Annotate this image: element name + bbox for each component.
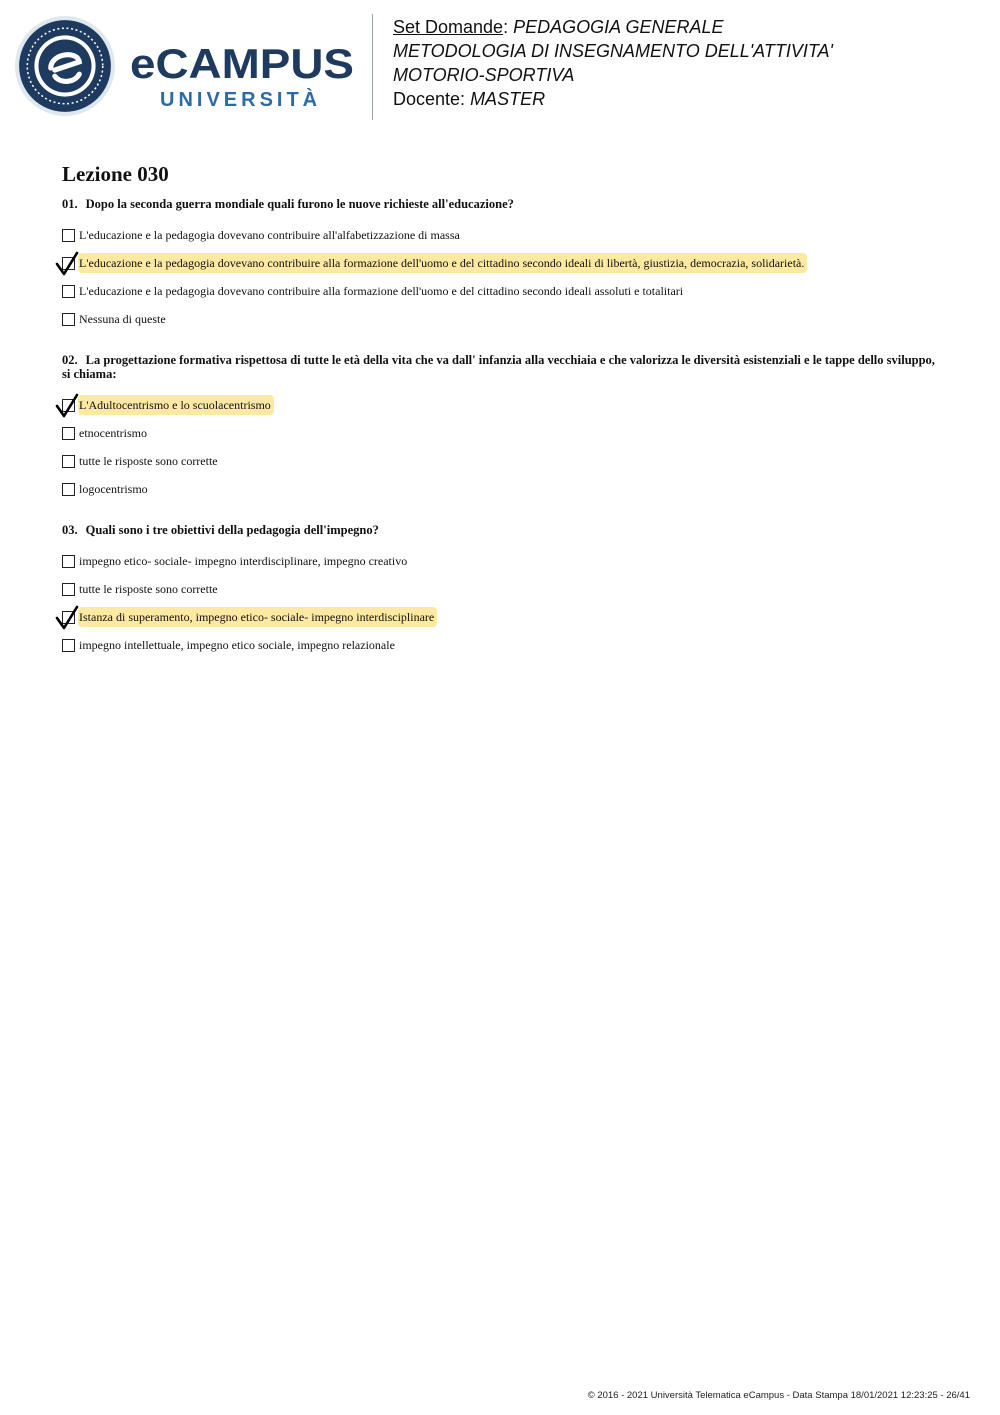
lesson-title: Lezione 030 — [62, 162, 169, 186]
question-label: Quali sono i tre obiettivi della pedagogia dell'impegno? — [85, 523, 379, 537]
answer-text: tutte le risposte sono corrette — [79, 454, 218, 468]
answer-text: Nessuna di queste — [79, 312, 166, 326]
question-block — [62, 197, 942, 333]
answer-text: L'educazione e la pedagogia dovevano contribuire all'alfabetizzazione di massa — [79, 228, 460, 242]
set-separator: : — [503, 17, 509, 37]
answer-text: impegno intellettuale, impegno etico sociale, impegno relazionale — [79, 638, 395, 652]
set-line — [393, 15, 983, 39]
ecampus-wordmark-logo — [130, 40, 360, 112]
answer-option[interactable] — [62, 575, 942, 603]
answer-text: etnocentrismo — [79, 426, 147, 440]
teacher-line — [393, 87, 983, 111]
main-content — [62, 161, 942, 679]
answer-text: L'Adultocentrismo e lo scuolacentrismo — [78, 395, 274, 415]
question-label: La progettazione formativa rispettosa di tutte le età della vita che va dall' infanzia alla vecchiaia e che valorizza le diversità esistenziali e le tappe dello sviluppo, si chiama: — [62, 353, 935, 381]
answer-checkbox[interactable] — [62, 427, 75, 440]
answer-option[interactable] — [62, 475, 942, 503]
answer-option[interactable] — [62, 547, 942, 575]
answer-checkbox[interactable] — [62, 555, 75, 568]
answer-text: tutte le risposte sono corrette — [79, 582, 218, 596]
question-label: Dopo la seconda guerra mondiale quali furono le nuove richieste all'educazione? — [85, 197, 514, 211]
answer-option[interactable] — [62, 391, 942, 419]
teacher-name: MASTER — [470, 89, 546, 109]
course-name-line1: METODOLOGIA DI INSEGNAMENTO DELL'ATTIVITA' — [393, 41, 833, 61]
answer-checkbox[interactable] — [62, 583, 75, 596]
answer-text: logocentrismo — [79, 482, 148, 496]
answer-text: impegno etico- sociale- impegno interdisciplinare, impegno creativo — [79, 554, 408, 568]
question-block — [62, 353, 942, 503]
answer-checkbox[interactable] — [62, 285, 75, 298]
question-block — [62, 523, 942, 659]
page-header — [0, 0, 1000, 130]
header-divider — [372, 14, 373, 120]
answer-option[interactable] — [62, 305, 942, 333]
answer-option[interactable] — [62, 603, 942, 631]
question-text — [62, 197, 942, 211]
question-text — [62, 523, 942, 537]
answer-option[interactable] — [62, 447, 942, 475]
question-number: 01. — [62, 197, 78, 211]
subject-name: PEDAGOGIA GENERALE — [513, 17, 724, 37]
ecampus-seal-logo — [14, 15, 116, 117]
answer-option[interactable] — [62, 277, 942, 305]
question-number: 03. — [62, 523, 78, 537]
answer-option[interactable] — [62, 631, 942, 659]
set-label: Set Domande — [393, 17, 504, 37]
teacher-label: Docente: — [393, 89, 466, 109]
svg-text:eCAMPUS: eCAMPUS — [130, 40, 354, 87]
answer-checkbox[interactable] — [62, 639, 75, 652]
checkmark-icon — [55, 603, 81, 631]
page-footer: © 2016 - 2021 Università Telematica eCampus - Data Stampa 18/01/2021 12:23:25 - 26/41 — [587, 1390, 970, 1401]
answer-text: L'educazione e la pedagogia dovevano contribuire alla formazione dell'uomo e del cittadino secondo ideali di libertà, giustizia, democrazia, solidarietà. — [78, 253, 807, 273]
checkmark-icon — [55, 391, 81, 419]
answer-text: Istanza di superamento, impegno etico- sociale- impegno interdisciplinare — [78, 607, 437, 627]
answer-checkbox[interactable] — [62, 455, 75, 468]
answer-text: L'educazione e la pedagogia dovevano contribuire alla formazione dell'uomo e del cittadino secondo ideali assoluti e totalitari — [79, 284, 684, 298]
svg-text:UNIVERSITÀ: UNIVERSITÀ — [160, 89, 322, 111]
answer-checkbox[interactable] — [62, 483, 75, 496]
answer-option[interactable] — [62, 249, 942, 277]
course-name-line2: MOTORIO-SPORTIVA — [393, 65, 575, 85]
checkmark-icon — [55, 249, 81, 277]
question-list — [62, 197, 942, 659]
answer-checkbox[interactable] — [62, 229, 75, 242]
course-info — [393, 15, 983, 111]
question-number: 02. — [62, 353, 78, 367]
question-text — [62, 353, 942, 381]
answer-option[interactable] — [62, 221, 942, 249]
answer-checkbox[interactable] — [62, 313, 75, 326]
answer-option[interactable] — [62, 419, 942, 447]
